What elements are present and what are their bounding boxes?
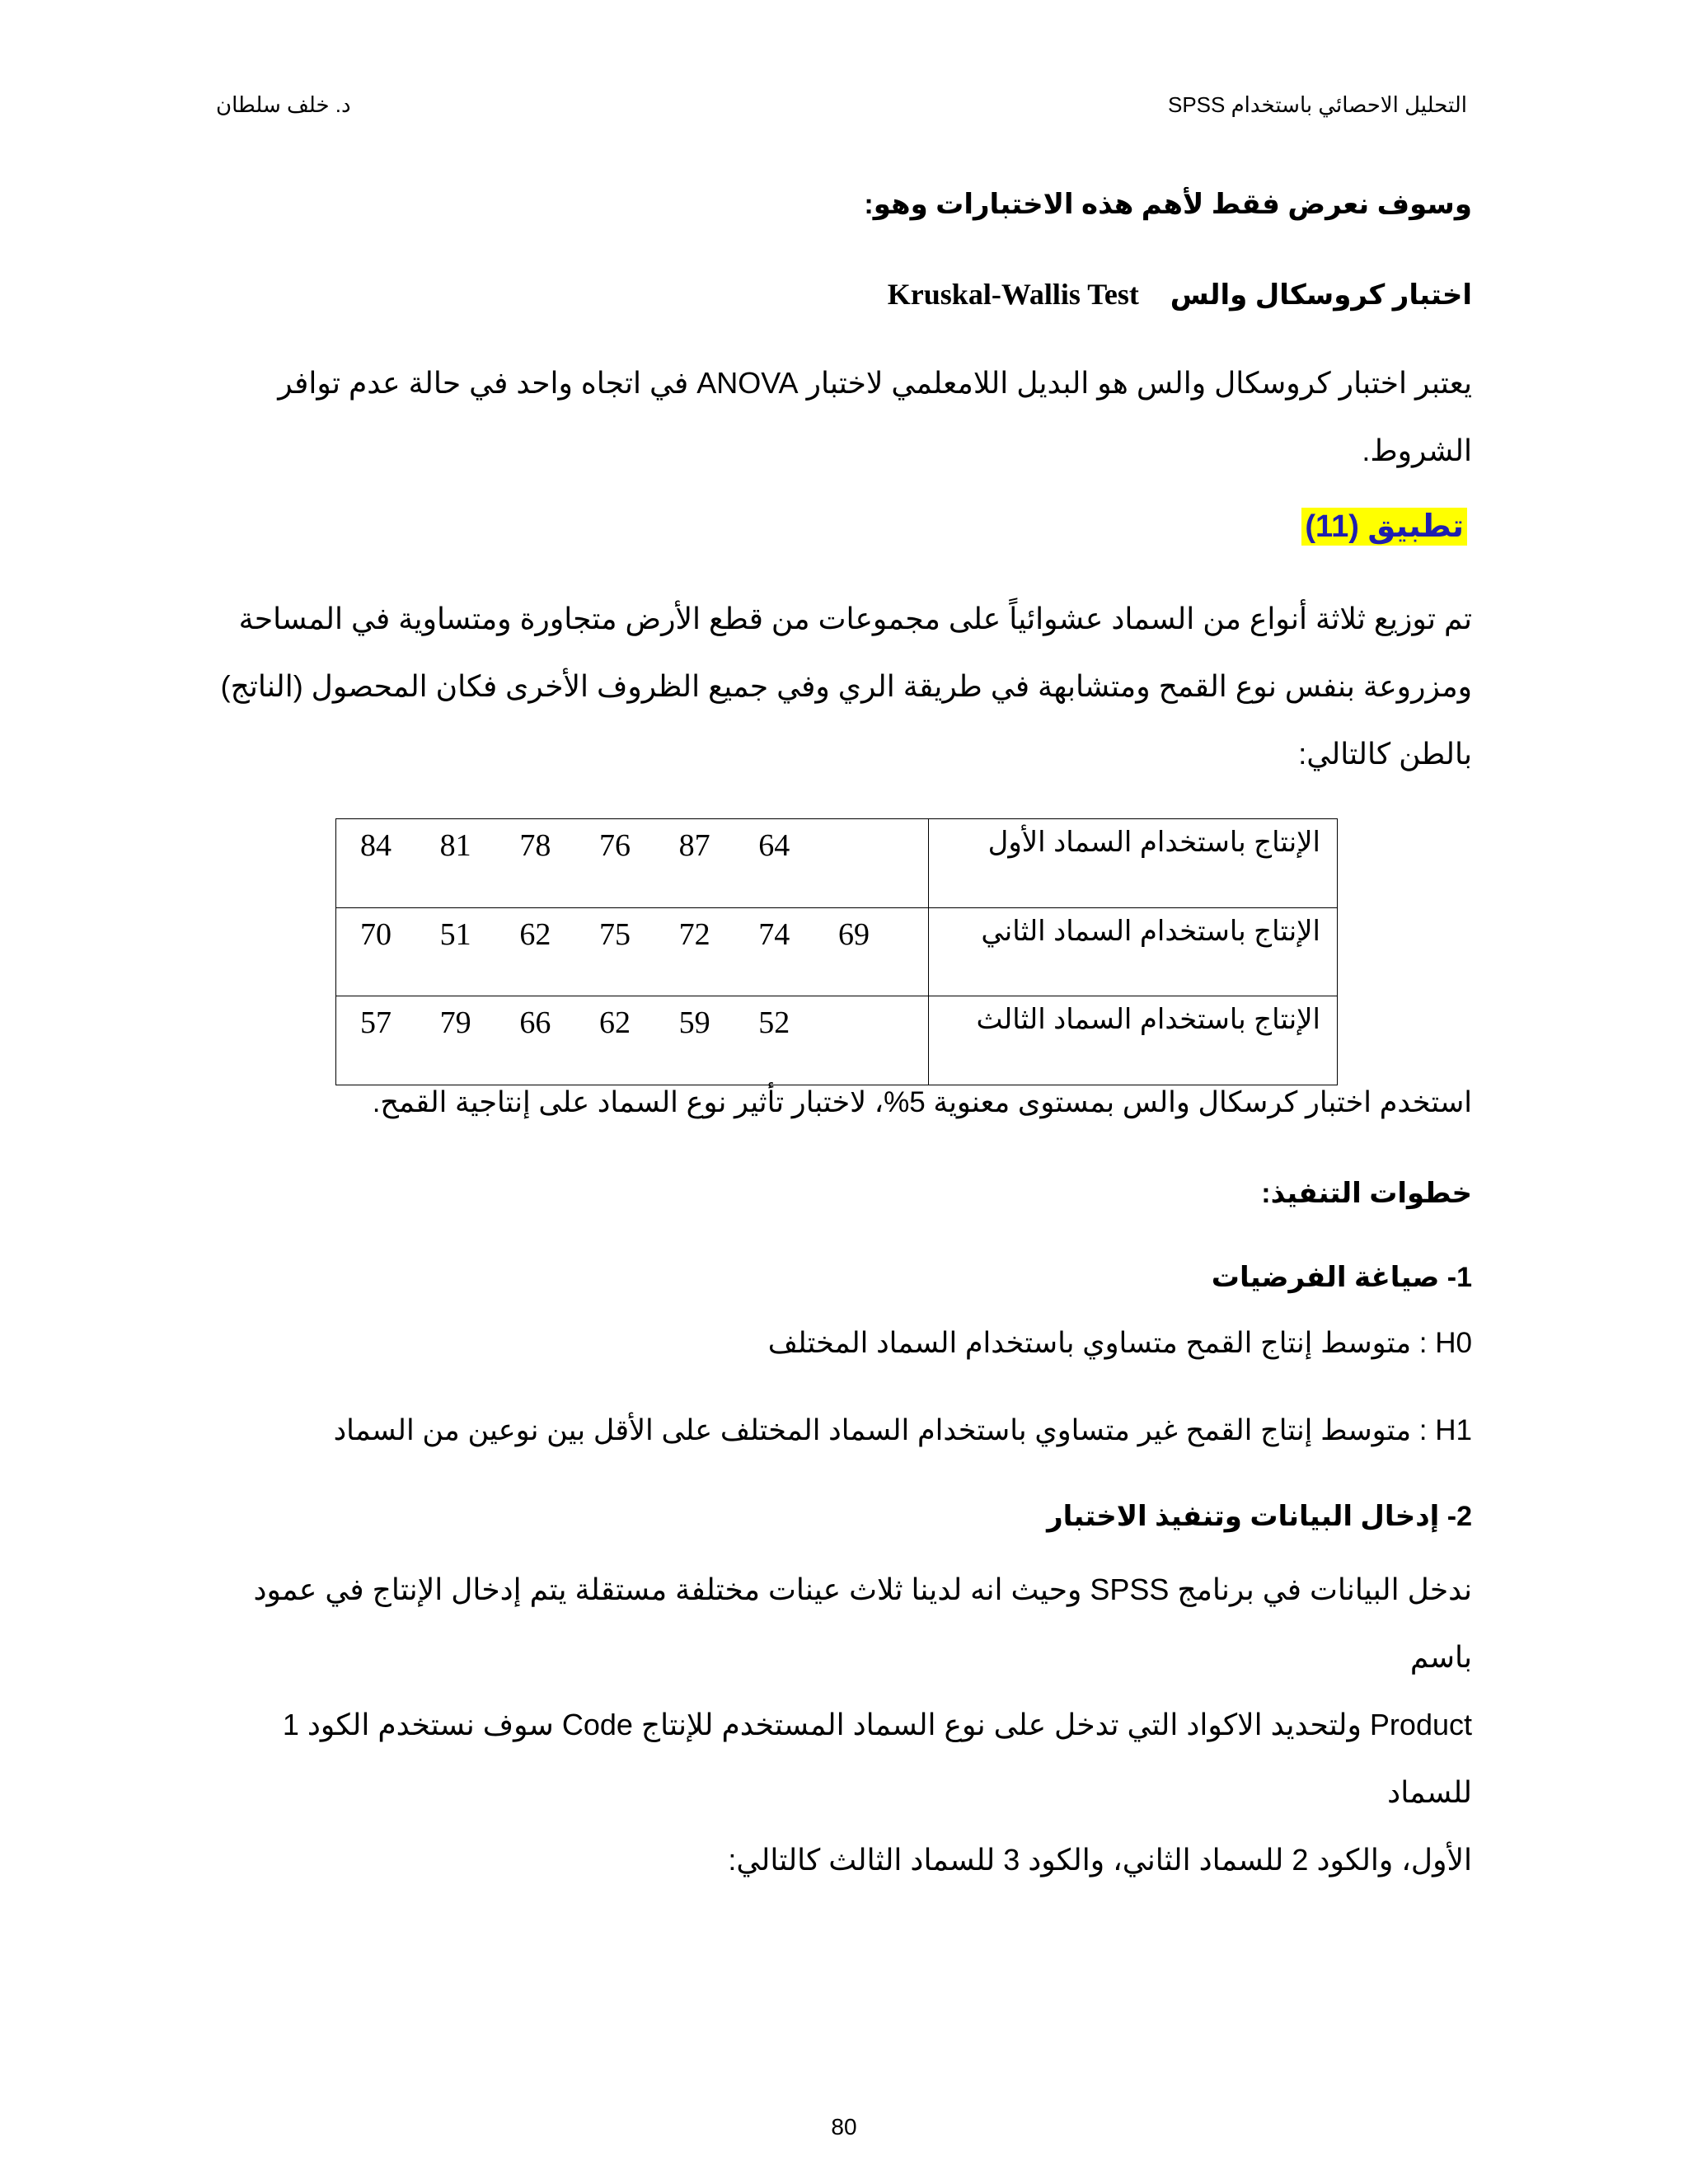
value: 84 [360, 828, 392, 863]
values-cell [336, 907, 929, 996]
values-cell [336, 819, 929, 908]
intro-heading: وسوف نعرض فقط لأهم هذه الاختبارات وهو: [864, 189, 1472, 220]
problem-line: ومزروعة بنفس نوع القمح ومتشابهة في طريقة الري وفي جميع الظروف الأخرى فكان المحصول (الناتج) [220, 669, 1472, 703]
value: 59 [678, 1005, 710, 1041]
value [829, 1005, 879, 1041]
problem-line: تم توزيع ثلاثة أنواع من السماد عشوائياً على مجموعات من قطع الأرض متجاورة ومتساوية في المساحة [238, 602, 1472, 635]
instruction-text: استخدم اختبار كرسكال والس بمستوى معنوية 5%، لاختبار تأثير نوع السماد على إنتاجية القمح. [372, 1086, 1472, 1118]
value: 57 [360, 1005, 392, 1041]
value: 52 [758, 1005, 790, 1041]
test-title [888, 277, 1472, 312]
steps-heading: خطوات التنفيذ: [1261, 1178, 1472, 1209]
value: 64 [758, 828, 790, 863]
table-row [336, 996, 1338, 1085]
hypothesis-h0: H0 : متوسط إنتاج القمح متساوي باستخدام السماد المختلف [767, 1327, 1472, 1359]
value: 79 [439, 1005, 471, 1041]
problem-paragraph [216, 585, 1472, 788]
problem-line: بالطن كالتالي: [1298, 737, 1472, 771]
value: 72 [678, 916, 710, 952]
table-row [336, 907, 1338, 996]
application-highlight: تطبيق (11) [1301, 508, 1467, 546]
page-number: 80 [831, 2114, 857, 2139]
data-entry-paragraph [216, 1556, 1472, 1894]
value [829, 827, 879, 864]
row-label: الإنتاج باستخدام السماد الثاني [929, 907, 1338, 996]
table-row [336, 819, 1338, 908]
data-entry-line: Product ولتحديد الاكواد التي تدخل على نوع السماد المستخدم للإنتاج Code سوف نستخدم الكود 1 للسماد [282, 1708, 1472, 1809]
row-label: الإنتاج باستخدام السماد الأول [929, 819, 1338, 908]
value: 74 [758, 916, 790, 952]
header-title: التحليل الاحصائي باستخدام SPSS [1167, 92, 1467, 117]
value: 69 [837, 916, 870, 952]
header-author: د. خلف سلطان [216, 92, 351, 117]
data-table [335, 818, 1338, 1085]
values-cell [336, 996, 929, 1085]
value: 70 [360, 916, 392, 952]
value: 78 [519, 828, 551, 863]
value: 51 [439, 916, 471, 952]
data-entry-line: الأول، والكود 2 للسماد الثاني، والكود 3 للسماد الثالث كالتالي: [728, 1843, 1472, 1877]
step-1-heading: 1- صياغة الفرضيات [1211, 1262, 1472, 1293]
data-entry-line: ندخل البيانات في برنامج SPSS وحيث انه لدينا ثلاث عينات مختلفة مستقلة يتم إدخال الإنتاج في عمود باسم [253, 1572, 1472, 1674]
value: 76 [598, 828, 631, 863]
value: 75 [598, 916, 631, 952]
step-2-heading: 2- إدخال البيانات وتنفيذ الاختبار [1047, 1501, 1472, 1532]
test-title-ar: اختبار كروسكال والس [1170, 279, 1472, 311]
value: 62 [598, 1005, 631, 1041]
definition-line: الشروط. [1362, 434, 1472, 467]
row-label: الإنتاج باستخدام السماد الثالث [929, 996, 1338, 1085]
value: 66 [519, 1005, 551, 1041]
value: 62 [519, 916, 551, 952]
hypothesis-h1: H1 : متوسط إنتاج القمح غير متساوي باستخدام السماد المختلف على الأقل بين نوعين من السماد [333, 1414, 1472, 1446]
application-label [1301, 508, 1467, 545]
definition-paragraph [216, 349, 1472, 485]
value: 81 [439, 828, 471, 863]
test-title-en: Kruskal-Wallis Test [887, 278, 1139, 311]
definition-line: يعتبر اختبار كروسكال والس هو البديل اللامعلمي لاختبار ANOVA في اتجاه واحد في حالة عدم توافر [278, 366, 1472, 400]
value: 87 [678, 828, 710, 863]
